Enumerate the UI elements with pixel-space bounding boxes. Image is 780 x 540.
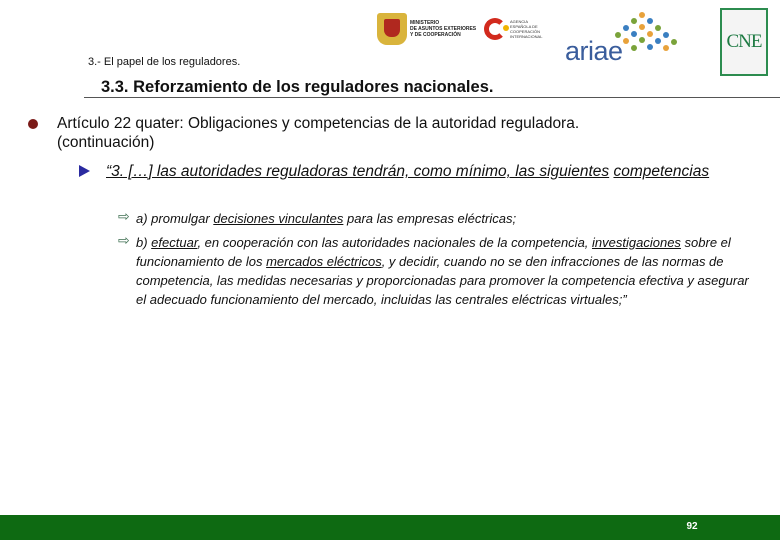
- item-b-mid-1: , en cooperación con las autoridades nacionales de la competencia,: [197, 235, 593, 250]
- item-b-underlined-3: mercados eléctricos: [266, 254, 382, 269]
- quote-intro-part-1: “3. […] las autoridades reguladoras tendrán, como mínimo, las siguientes: [106, 163, 610, 180]
- bullet-quote-intro: [106, 162, 726, 181]
- bullet-article-22-quater: [57, 114, 737, 152]
- ariae-logo-text: ariae: [565, 36, 623, 66]
- bullet-item-b: [136, 233, 756, 309]
- bullet-item-a: [136, 209, 756, 228]
- spain-coat-of-arms-icon: [377, 13, 407, 45]
- item-a-pre: a) promulgar: [136, 211, 214, 226]
- item-b-mid-2: sobre el funcionamiento de los: [136, 235, 731, 269]
- outline-arrow-icon: ⇨: [118, 232, 130, 248]
- item-b-underlined-1: efectuar: [151, 235, 198, 250]
- section-label: 3.- El papel de los reguladores.: [88, 56, 241, 68]
- footer-bar: [0, 515, 780, 540]
- bullet-article-line-2: (continuación): [57, 134, 155, 151]
- cne-logo-text: CNE: [726, 31, 762, 52]
- ministerio-logo-text: MINISTERIO DE ASUNTOS EXTERIORES Y DE COOPERACIÓN: [410, 20, 477, 38]
- cne-logo-icon: [720, 8, 768, 76]
- page-title: 3.3. Reforzamiento de los reguladores nacionales.: [101, 78, 494, 96]
- quote-intro-part-2: competencias: [613, 163, 710, 180]
- item-a-post: para las empresas eléctricas;: [343, 211, 517, 226]
- bullet-article-line-1: Artículo 22 quater: Obligaciones y competencias de la autoridad reguladora.: [57, 115, 580, 132]
- item-b-underlined-2: investigaciones: [592, 235, 681, 250]
- ariae-logo: [563, 6, 693, 68]
- ministerio-logo: [377, 12, 477, 46]
- triangle-arrow-icon: [79, 165, 90, 177]
- item-b-post: , y decidir, cuando no se den infracciones de las normas de competencia, las medidas necesarias y proporcionadas para promover la competencia efectiva y asegurar el adecuado funcionamiento del mercado, incluidas las centrales eléctricas virtuales;”: [136, 254, 749, 307]
- item-a-underlined: decisiones vinculantes: [213, 211, 344, 226]
- outline-arrow-icon: ⇨: [118, 208, 130, 224]
- aecid-logo: [484, 12, 550, 46]
- page-number: 92: [686, 521, 698, 532]
- round-bullet-icon: [28, 119, 38, 129]
- item-b-pre: b): [136, 235, 152, 250]
- aecid-logo-icon: [484, 18, 506, 40]
- aecid-logo-text: AGENCIA ESPAÑOLA DE COOPERACIÓN INTERNACIONAL: [510, 19, 543, 39]
- title-divider: [84, 97, 780, 98]
